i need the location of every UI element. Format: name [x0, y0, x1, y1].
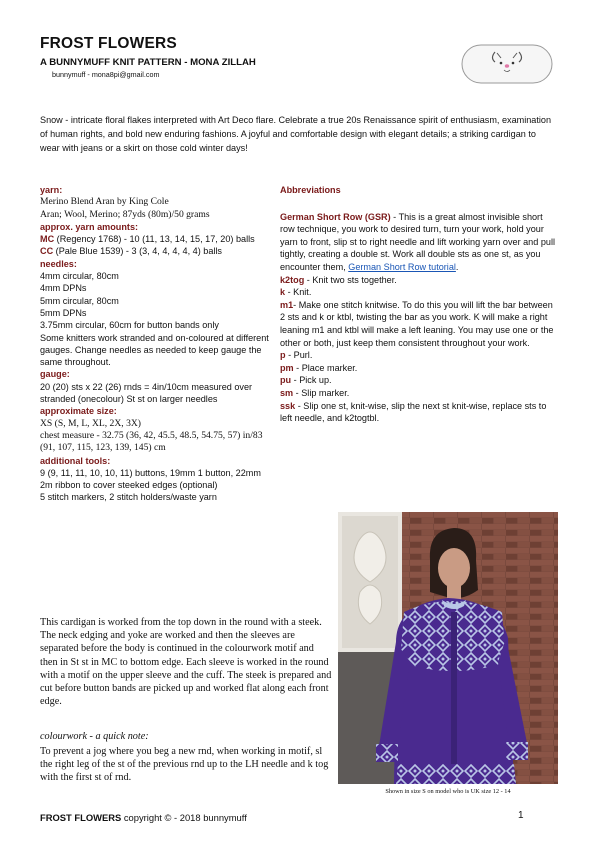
colourwork-text: To prevent a jog where you beg a new rnd, when working in motif, sl the right leg of the st of the previous rnd up to the LH needle and k tog with the first st of rnd. — [40, 746, 329, 784]
tool-item: 2m ribbon to cover steeked edges (optional) — [40, 480, 218, 491]
abbr-text: - Pick up. — [291, 375, 332, 386]
abbr-text: - Knit two sts together. — [304, 274, 397, 285]
needle-item: 4mm DPNs — [40, 283, 87, 294]
needles-label: needles: — [40, 258, 77, 269]
mc-text: (Regency 1768) - 10 (11, 13, 14, 15, 17, 20) balls — [54, 234, 255, 245]
abbr-term: k — [280, 287, 286, 298]
intro-paragraph: Snow - intricate floral flakes interpreted with Art Deco flare. Celebrate a true 20s Renaissance spirit of enthusiasm, examination of human rights, and bold new enduring fashions. A joyful and comfortable design with elegant details; a striking cardigan to wear with jeans or a skirt on those cold winter days! — [40, 115, 552, 153]
pattern-subtitle: A BUNNYMUFF KNIT PATTERN - MONA ZILLAH — [40, 57, 256, 68]
abbr-term: p — [280, 350, 286, 361]
mc-code: MC — [40, 234, 55, 245]
abbr-item — [280, 274, 556, 287]
abbr-item — [280, 400, 556, 425]
size-list: XS (S, M, L, XL, 2X, 3X) — [40, 417, 142, 429]
page-title: FROST FLOWERS — [40, 35, 177, 52]
tool-item: 5 stitch markers, 2 stitch holders/waste yarn — [40, 492, 217, 503]
needle-item: 5mm circular, 80cm — [40, 295, 119, 306]
cc-text: (Pale Blue 1539) - 3 (3, 4, 4, 4, 4, 4) balls — [53, 246, 222, 257]
needle-item: 4mm circular, 80cm — [40, 271, 119, 282]
abbr-text: - Make one stitch knitwise. To do this you will lift the bar between 2 sts and k or ktbl, twisting the bar as you work. K will make a right leaning m1 and ktbl will make a left leaning. You may use one or the other or both, just keep them consistent throughout your work. — [280, 299, 554, 348]
abbr-item — [280, 387, 556, 400]
abbr-gsr: German Short Row (GSR) - This is a great almost invisible short row technique, you work to desired turn, turn your work, hold your yarn to front, slip st to right needle and lift working yarn over and pull tightly, creating a double st. Work all double sts as one st, as you encounter them, German Short Row tutorial. — [280, 211, 555, 272]
abbr-text: - Knit. — [285, 287, 312, 298]
yarn-label: yarn: — [40, 185, 63, 195]
chest-measure: chest measure - 32.75 (36, 42, 45.5, 48.5, 54.75, 57) in/83 (91, 107, 115, 123, 139, 145) cm — [40, 429, 263, 454]
colourwork-heading: colourwork - a quick note: — [40, 731, 149, 742]
abbr-text: - Purl. — [285, 350, 313, 361]
size-label: approximate size: — [40, 406, 117, 417]
bunny-face-icon — [461, 44, 553, 84]
abbr-item — [280, 299, 556, 349]
abbr-term: sm — [280, 387, 294, 398]
gsr-tutorial-link[interactable]: German Short Row tutorial — [348, 261, 456, 272]
abbr-text: - Slip marker. — [293, 387, 350, 398]
needle-item: 3.75mm circular, 60cm for button bands only — [40, 320, 219, 331]
gauge-text: 20 (20) sts x 22 (26) rnds = 4in/10cm measured over stranded (onecolour) St st on larger needles — [40, 381, 253, 405]
abbr-term: pu — [280, 375, 292, 386]
footer-copyright: copyright © - 2018 bunnymuff — [121, 812, 247, 823]
page-footer — [40, 812, 247, 823]
photo-caption: Shown in size S on model who is UK size 12 - 14 — [385, 788, 511, 795]
abbr-term: m1 — [280, 299, 294, 310]
abbr-item — [280, 286, 556, 299]
yarn-line: Aran; Wool, Merino; 87yds (80m)/50 grams — [40, 208, 210, 220]
contact-line: bunnymuff - mona8pi@gmail.com — [52, 70, 160, 79]
abbr-text: - Slip one st, knit-wise, slip the next st knit-wise, replace sts to left needle, and k2togtbl. — [280, 400, 547, 424]
abbr-term: pm — [280, 362, 294, 373]
tool-item: 9 (9, 11, 11, 10, 10, 11) buttons, 19mm 1 button, 22mm — [40, 467, 261, 478]
abbreviations-heading: Abbreviations — [280, 185, 341, 195]
abbr-term: k2tog — [280, 274, 305, 285]
mc-amount — [40, 233, 280, 245]
model-photo — [338, 512, 558, 784]
needle-item: Some knitters work stranded and on-coloured at different gauges. Change needles as needed to keep gauge the same throughout. — [40, 332, 269, 368]
needle-item: 5mm DPNs — [40, 307, 87, 318]
abbreviations-section — [280, 184, 556, 425]
abbr-text: - Place marker. — [293, 362, 358, 373]
gauge-label: gauge: — [40, 369, 70, 380]
amounts-label: approx. yarn amounts: — [40, 221, 139, 232]
cc-code: CC — [40, 246, 54, 257]
cc-amount — [40, 245, 280, 257]
footer-title: FROST FLOWERS — [40, 812, 122, 823]
construction-description: This cardigan is worked from the top down in the round with a steek. The neck edging and yoke are worked and then the sleeves are separated before the body is continued in the colourwork motif and then in St st in MC to bottom edge. Each sleeve is worked in the round with a motif on the upper sleeve and the cuff. The steek is prepared and cut before button bands are picked up and worked flat along each front edge. — [40, 617, 332, 708]
abbr-term: German Short Row (GSR) — [280, 211, 391, 222]
tools-label: additional tools: — [40, 455, 111, 466]
yarn-line: Merino Blend Aran by King Cole — [40, 196, 169, 208]
abbr-item — [280, 374, 556, 387]
abbr-item — [280, 349, 556, 362]
abbr-text: - This is a great almost invisible short row technique, you work to desired turn, turn your work, hold your yarn to front, slip st to right needle and lift working yarn over and pull tightly, creating a double st. Work all double sts as one st, as you encounter them, — [280, 211, 555, 272]
abbr-item — [280, 362, 556, 375]
materials-section — [40, 184, 280, 504]
abbr-term: ssk — [280, 400, 296, 411]
page-number: 1 — [518, 810, 524, 821]
